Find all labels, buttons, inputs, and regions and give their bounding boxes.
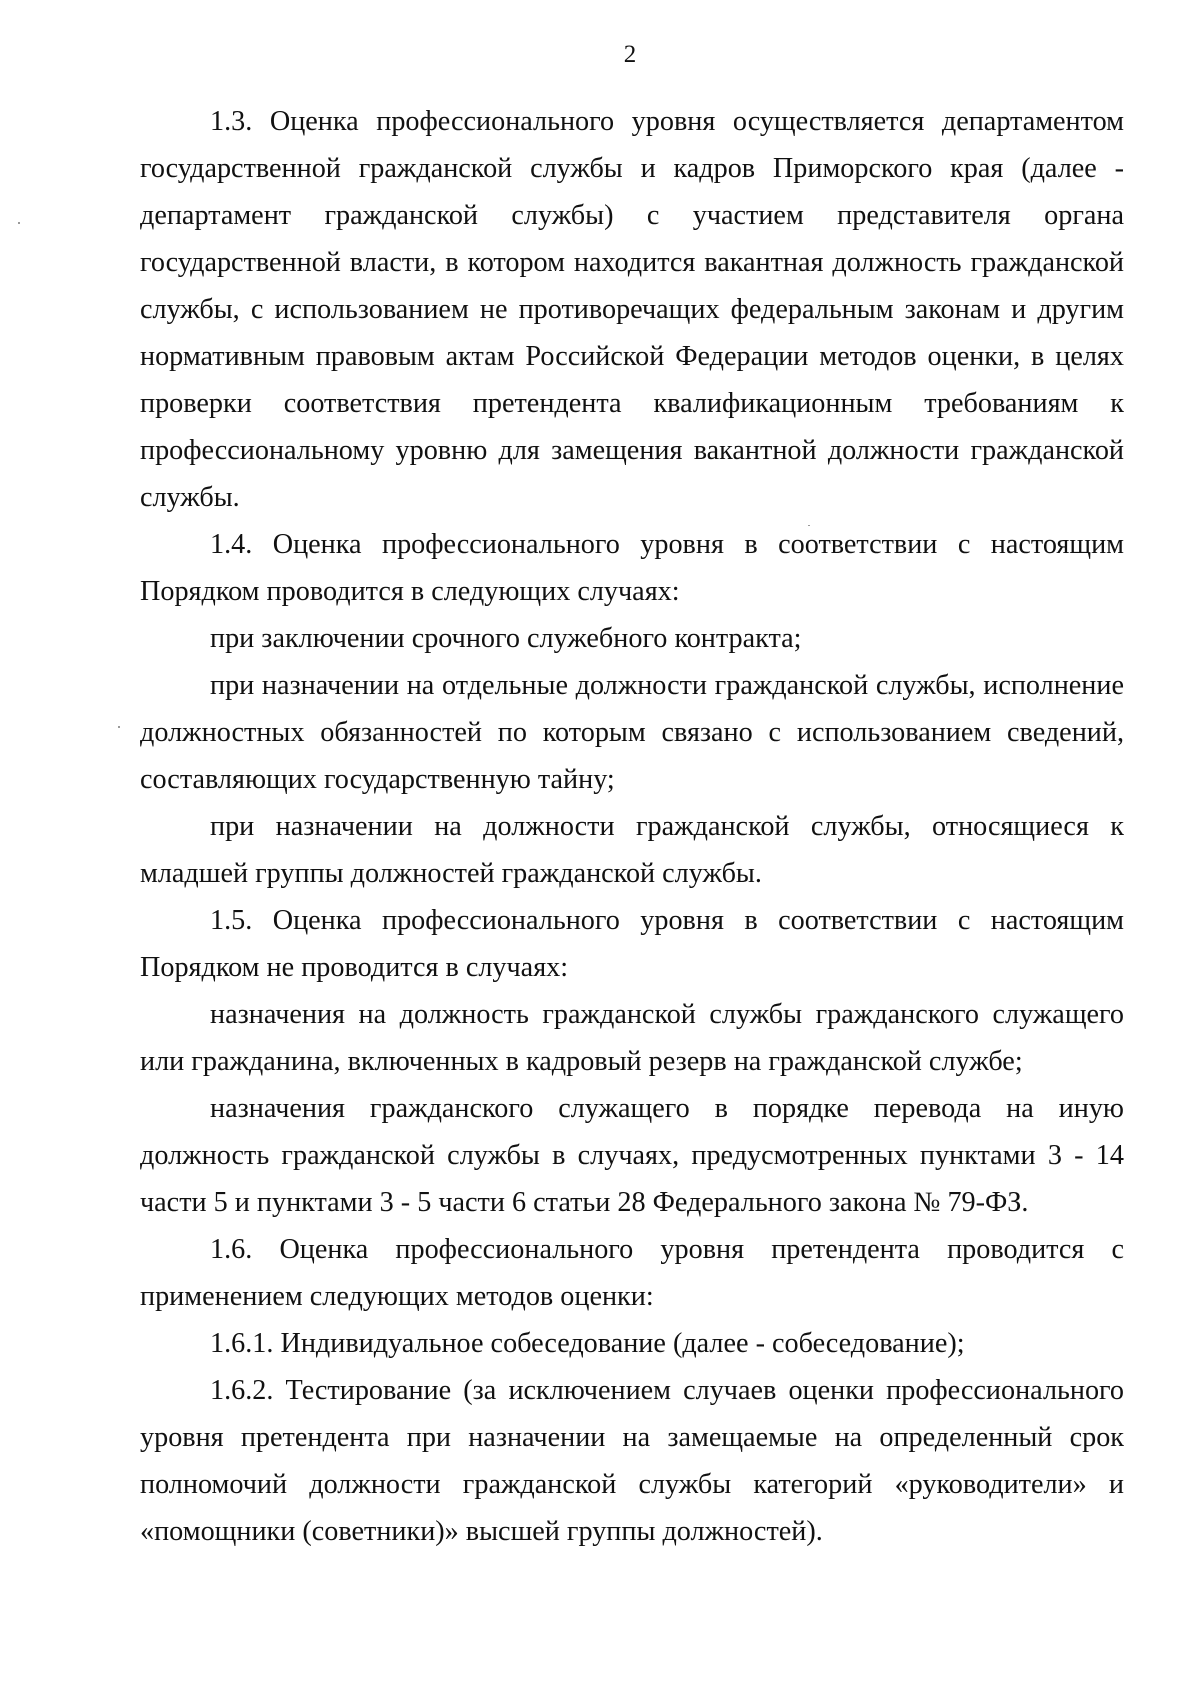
paragraph-list-item: назначения гражданского служащего в порядке перевода на иную должность гражданской службы в случаях, предусмотренных пунктами 3 - 14 части 5 и пунктами 3 - 5 части 6 статьи 28 Федерального закона № 79-ФЗ. [140, 1093, 1124, 1218]
document-body [140, 98, 1124, 1555]
paragraph-1-6-1: 1.6.1. Индивидуальное собеседование (далее - собеседование); [210, 1328, 965, 1359]
paragraph-list-item: назначения на должность гражданской службы гражданского служащего или гражданина, включенных в кадровый резерв на гражданской службе; [140, 999, 1124, 1077]
paragraph-list-item: при назначении на отдельные должности гражданской службы, исполнение должностных обязанностей по которым связано с использованием сведений, составляющих государственную тайну; [140, 670, 1124, 795]
paragraph-list-item: при заключении срочного служебного контракта; [210, 623, 802, 654]
paragraph-1-5: 1.5. Оценка профессионального уровня в соответствии с настоящим Порядком не проводится в случаях: [140, 905, 1124, 983]
paragraph-1-3: 1.3. Оценка профессионального уровня осуществляется департаментом государственной гражданской службы и кадров Приморского края (далее - департамент гражданской службы) с участием представителя органа государственной власти, в котором находится вакантная должность гражданской службы, с использованием не противоречащих федеральным законам и другим нормативным правовым актам Российской Федерации методов оценки, в целях проверки соответствия претендента квалификационным требованиям к профессиональному уровню для замещения вакантной должности гражданской службы. [140, 106, 1124, 513]
paragraph-list-item: при назначении на должности гражданской службы, относящиеся к младшей группы должностей гражданской службы. [140, 811, 1124, 889]
page-number: 2 [623, 41, 637, 68]
scan-mark [18, 222, 20, 224]
paragraph-1-4: 1.4. Оценка профессионального уровня в соответствии с настоящим Порядком проводится в следующих случаях: [140, 529, 1124, 607]
paragraph-1-6-2: 1.6.2. Тестирование (за исключением случаев оценки профессионального уровня претендента при назначении на замещаемые на определенный срок полномочий должности гражданской службы категорий «руководители» и «помощники (советники)» высшей группы должностей). [140, 1375, 1124, 1547]
scan-mark [118, 726, 120, 728]
paragraph-1-6: 1.6. Оценка профессионального уровня претендента проводится с применением следующих методов оценки: [140, 1234, 1124, 1312]
